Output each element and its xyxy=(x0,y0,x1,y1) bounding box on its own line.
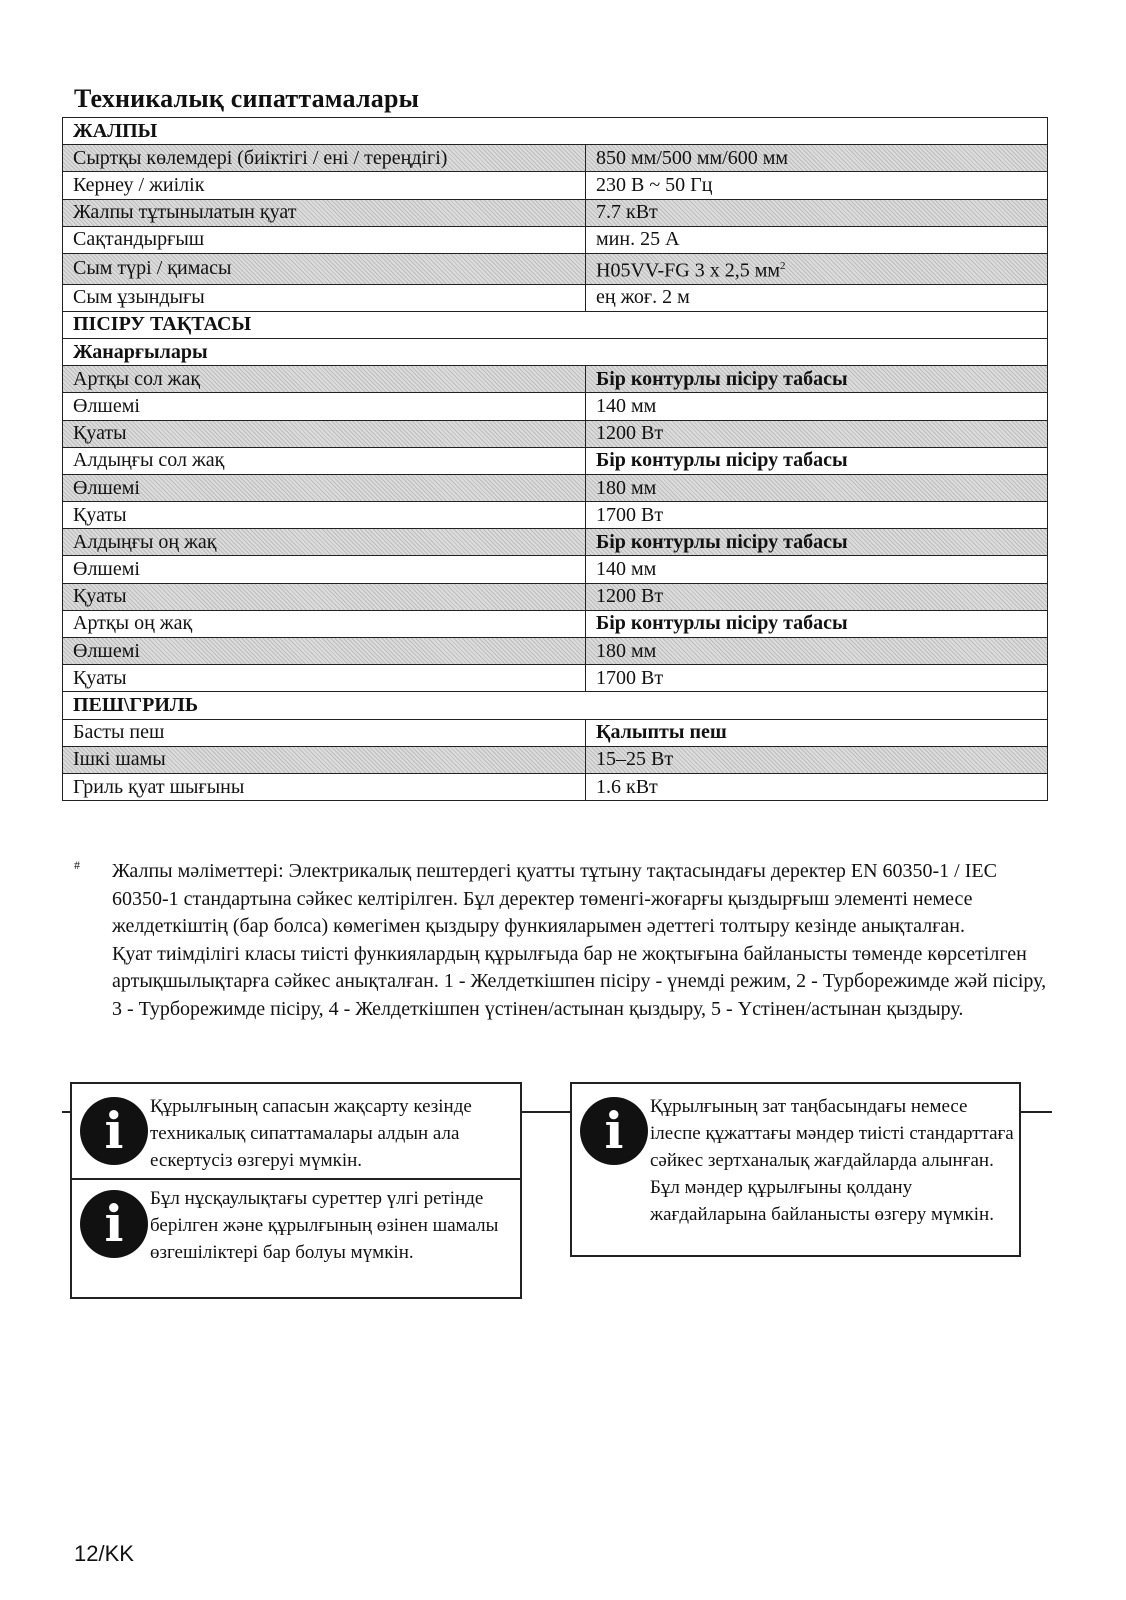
section-general xyxy=(63,118,1048,145)
row-label: Қуаты xyxy=(63,420,586,447)
table-row xyxy=(63,719,1048,746)
table-row xyxy=(63,529,1048,556)
row-label: Кернеу / жиілік xyxy=(63,172,586,199)
row-label: Қуаты xyxy=(63,665,586,692)
table-row xyxy=(63,583,1048,610)
table-row xyxy=(63,665,1048,692)
footnote-paragraph: Жалпы мәліметтері: Электрикалық пештердегі қуатты тұтыну тақтасындағы деректер EN 60350-1 / IEC 60350-1 стандартына сәйкес келтірілген. Бұл деректер төменгі-жоғарғы қыздырғыш элементі немесе желдеткіштің (бар болса) көмегімен қыздыру функияларымен әдеттегі толтыру кезінде анықталған. xyxy=(112,860,997,937)
row-label: Қуаты xyxy=(63,583,586,610)
superscript: 2 xyxy=(780,259,786,272)
table-row xyxy=(63,556,1048,583)
table-row xyxy=(63,172,1048,199)
info-icon xyxy=(80,1097,148,1165)
row-value: 15–25 Вт xyxy=(586,746,1048,773)
row-value: Бір контурлы пісіру табасы xyxy=(586,447,1048,474)
section-burners xyxy=(63,338,1048,365)
table-row xyxy=(63,284,1048,311)
page-number: 12/KK xyxy=(74,1541,134,1566)
row-value: мин. 25 А xyxy=(586,226,1048,253)
row-value: 850 мм/500 мм/600 мм xyxy=(586,145,1048,172)
info-icon-letter: i xyxy=(604,1101,624,1160)
table-row xyxy=(63,253,1048,284)
section-subheading: Жанарғылары xyxy=(63,338,1048,365)
info-note xyxy=(72,1180,520,1297)
row-value: 7.7 кВт xyxy=(586,199,1048,226)
table-row xyxy=(63,502,1048,529)
table-row xyxy=(63,746,1048,773)
row-label: Басты пеш xyxy=(63,719,586,746)
row-label: Өлшемі xyxy=(63,393,586,420)
row-value: 140 мм xyxy=(586,393,1048,420)
row-label: Артқы оң жақ xyxy=(63,610,586,637)
info-icon xyxy=(80,1190,148,1258)
row-label: Өлшемі xyxy=(63,474,586,501)
section-hob xyxy=(63,311,1048,338)
section-heading: ЖАЛПЫ xyxy=(63,118,1048,145)
footnote-paragraph: Қуат тиімділігі класы тиісті функиялардың құрылғыда бар не жоқтығына байланысты төменде көрсетілген артықшылықтарға сәйкес анықталған. 1 - Желдеткішпен пісіру - үнемді режим, 2 - Турборежимде жәй пісіру, 3 - Турборежимде пісіру, 4 - Желдеткішпен үстінен/астынан қыздыру, 5 - Үстінен/астынан қыздыру. xyxy=(112,942,1047,1020)
row-value: 1200 Вт xyxy=(586,420,1048,447)
row-label: Сыртқы көлемдері (биіктігі / ені / тереңдігі) xyxy=(63,145,586,172)
section-heading: ПІСІРУ ТАҚТАСЫ xyxy=(63,311,1048,338)
page-title: Техникалық сипаттамалары xyxy=(74,84,420,113)
row-label: Ішкі шамы xyxy=(63,746,586,773)
row-value: 1700 Вт xyxy=(586,502,1048,529)
info-icon-letter: i xyxy=(104,1101,124,1160)
row-value: 1.6 кВт xyxy=(586,773,1048,800)
info-icon-letter: i xyxy=(104,1194,124,1253)
info-note xyxy=(572,1084,1019,1255)
row-label: Гриль қуат шығыны xyxy=(63,773,586,800)
row-label: Алдыңғы сол жақ xyxy=(63,447,586,474)
row-value: Бір контурлы пісіру табасы xyxy=(586,610,1048,637)
row-value: 140 мм xyxy=(586,556,1048,583)
table-row xyxy=(63,610,1048,637)
spec-table xyxy=(62,117,1048,801)
table-row xyxy=(63,474,1048,501)
info-note xyxy=(72,1084,520,1179)
row-label: Алдыңғы оң жақ xyxy=(63,529,586,556)
info-note-text: Құрылғының зат таңбасындағы немесе ілеспе құжаттағы мәндер тиісті стандарттаға сәйкес зертханалық жағдайларда алынған. Бұл мәндер құрылғыны қолдану жағдайларына байланысты өзгеру мүмкін. xyxy=(650,1096,1014,1225)
row-label: Артқы сол жақ xyxy=(63,366,586,393)
row-label: Өлшемі xyxy=(63,638,586,665)
footnote-mark: # xyxy=(74,858,80,872)
row-label: Қуаты xyxy=(63,502,586,529)
row-value: Бір контурлы пісіру табасы xyxy=(586,366,1048,393)
row-value: Бір контурлы пісіру табасы xyxy=(586,529,1048,556)
row-value: Қалыпты пеш xyxy=(586,719,1048,746)
row-label: Жалпы тұтынылатын қуат xyxy=(63,199,586,226)
table-row xyxy=(63,773,1048,800)
section-oven xyxy=(63,692,1048,719)
row-label: Сақтандырғыш xyxy=(63,226,586,253)
row-value-text: H05VV-FG 3 x 2,5 мм xyxy=(596,259,781,282)
row-value: 230 В ~ 50 Гц xyxy=(586,172,1048,199)
footnote xyxy=(74,858,1049,1023)
row-value: ең жоғ. 2 м xyxy=(586,284,1048,311)
table-row xyxy=(63,199,1048,226)
row-value xyxy=(586,253,1048,284)
table-row xyxy=(63,226,1048,253)
row-label: Сым түрі / қимасы xyxy=(63,253,586,284)
table-row xyxy=(63,366,1048,393)
info-icon xyxy=(580,1097,648,1165)
row-label: Сым ұзындығы xyxy=(63,284,586,311)
table-row xyxy=(63,393,1048,420)
info-box-right xyxy=(570,1082,1021,1257)
section-heading: ПЕШ\ГРИЛЬ xyxy=(63,692,1048,719)
row-value: 1700 Вт xyxy=(586,665,1048,692)
info-note-text: Бұл нұсқаулықтағы суреттер үлгі ретінде берілген және құрылғының өзінен шамалы өзгешіліктері бар болуы мүмкін. xyxy=(150,1188,499,1263)
row-value: 1200 Вт xyxy=(586,583,1048,610)
table-row xyxy=(63,447,1048,474)
table-row xyxy=(63,145,1048,172)
info-box-left xyxy=(70,1082,522,1299)
table-row xyxy=(63,420,1048,447)
table-row xyxy=(63,638,1048,665)
row-label: Өлшемі xyxy=(63,556,586,583)
info-note-text: Құрылғының сапасын жақсарту кезінде техникалық сипаттамалары алдын ала ескертусіз өзгеруі мүмкін. xyxy=(150,1096,472,1171)
row-value: 180 мм xyxy=(586,474,1048,501)
row-value: 180 мм xyxy=(586,638,1048,665)
